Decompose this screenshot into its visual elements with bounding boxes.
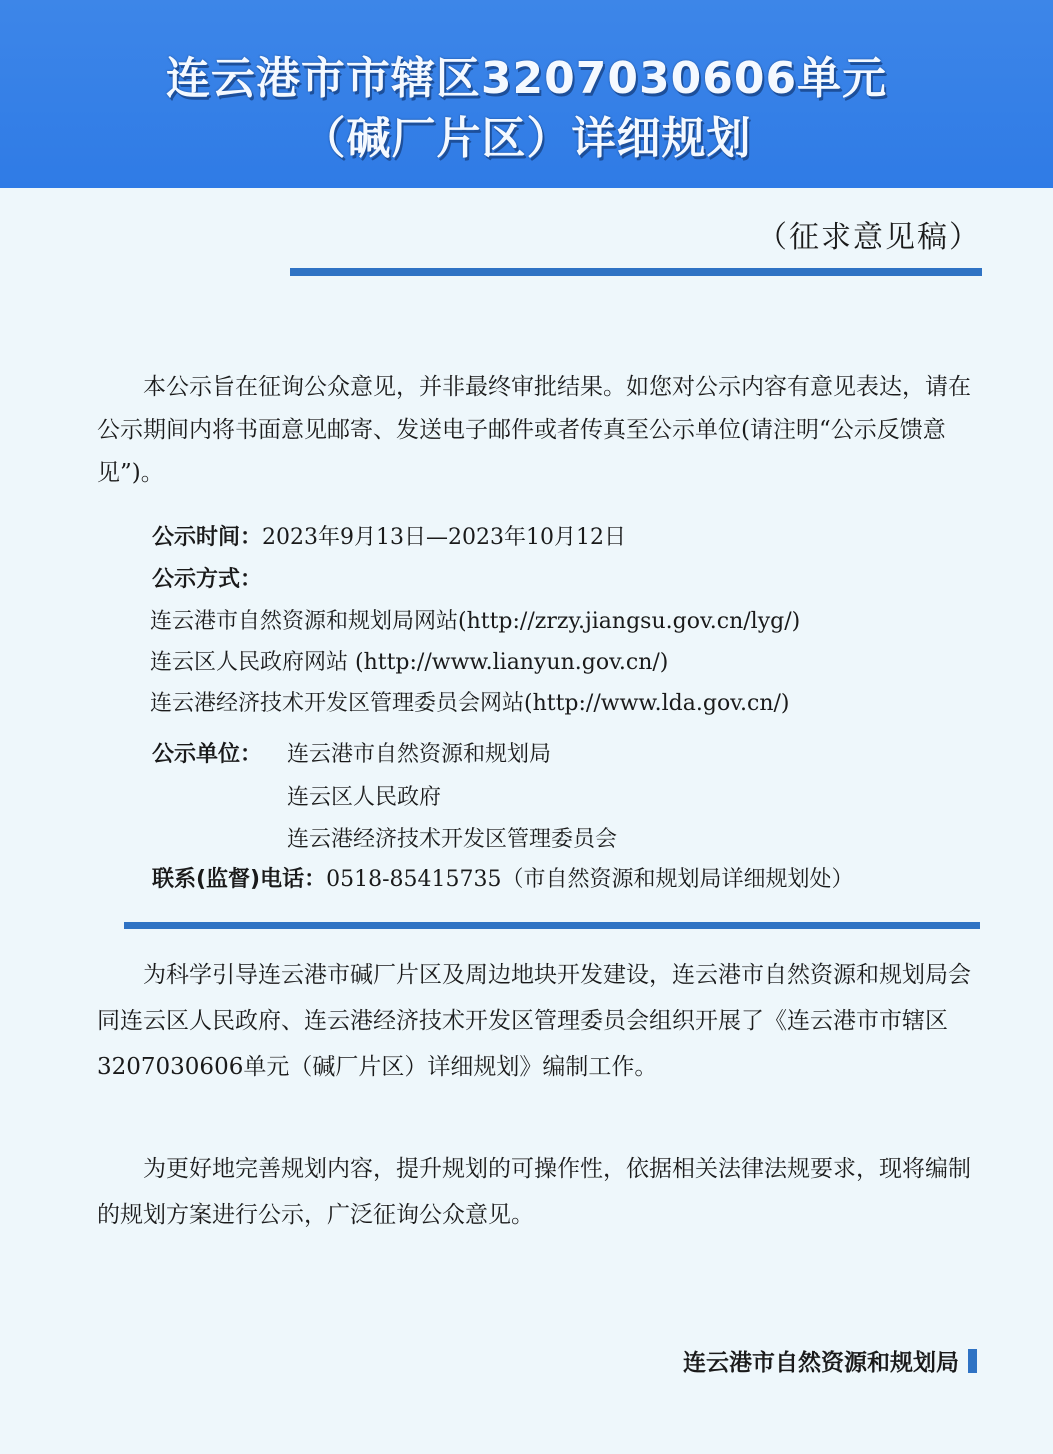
notice-time-value: 2023年9月13日—2023年10月12日 <box>262 525 626 550</box>
body-paragraph: 为科学引导连云港市碱厂片区及周边地块开发建设，连云港市自然资源和规划局会同连云区人民政府、连云港经济技术开发区管理委员会组织开展了《连云港市市辖区3207030606单元（碱厂片区）详细规划》编制工作。 <box>97 962 971 1080</box>
body-paragraph: 为更好地完善规划内容，提升规划的可操作性，依据相关法律法规要求，现将编制的规划方案进行公示，广泛征询公众意见。 <box>97 1156 971 1228</box>
middle-divider <box>124 922 980 929</box>
notice-method-label: 公示方式： <box>152 567 263 592</box>
unit-item: 连云区人民政府 <box>287 785 442 810</box>
contact-row <box>152 862 854 893</box>
title-line-2: （碱厂片区）详细规划 <box>301 113 752 164</box>
title-line-1: 连云港市市辖区3207030606单元 <box>165 53 888 104</box>
method-link-lda: 连云港经济技术开发区管理委员会网站(http://www.lda.gov.cn/) <box>150 691 790 716</box>
footer-organization: 连云港市自然资源和规划局 <box>683 1350 959 1376</box>
footer-accent-bar <box>968 1349 977 1373</box>
unit-item: 连云港经济技术开发区管理委员会 <box>287 827 618 852</box>
header-banner <box>0 0 1053 188</box>
unit-item: 连云港市自然资源和规划局 <box>287 742 552 767</box>
contact-label: 联系(监督)电话： <box>152 867 327 892</box>
method-link-nr: 连云港市自然资源和规划局网站(http://zrzy.jiangsu.gov.cn/lyg/) <box>150 609 801 634</box>
method-link-lianyun: 连云区人民政府网站 (http://www.lianyun.gov.cn/) <box>150 650 669 675</box>
notice-unit-label: 公示单位： <box>152 742 263 767</box>
notice-time-row <box>152 520 626 551</box>
contact-value: 0518-85415735（市自然资源和规划局详细规划处） <box>326 867 854 892</box>
top-divider <box>290 268 982 276</box>
notice-unit-row <box>152 737 262 768</box>
draft-label: （征求意见稿） <box>757 220 981 255</box>
notice-time-label: 公示时间： <box>152 525 263 550</box>
notice-method-row <box>152 562 262 593</box>
intro-paragraph: 本公示旨在征询公众意见，并非最终审批结果。如您对公示内容有意见表达，请在公示期间内将书面意见邮寄、发送电子邮件或者传真至公示单位(请注明“公示反馈意见”)。 <box>97 374 971 486</box>
